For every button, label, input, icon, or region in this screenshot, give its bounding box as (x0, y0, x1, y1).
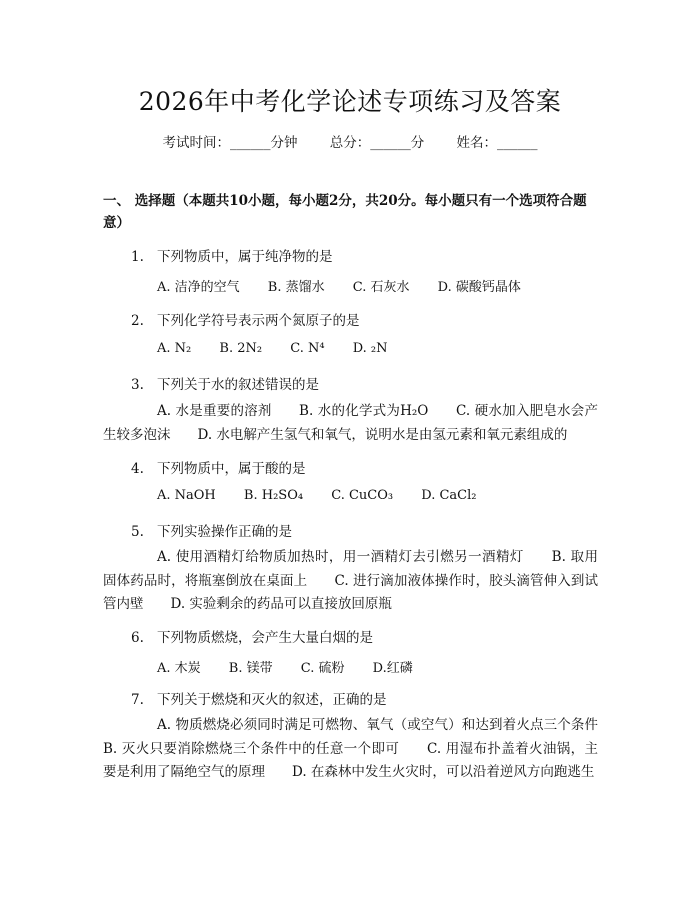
option-b: B. 镁带 (228, 661, 273, 676)
question-3-options: A. 水是重要的溶剂 B. 水的化学式为H₂O C. 硬水加入肥皂水会产生较多泡沫 D. 水电解产生氢气和氧气，说明水是由氢元素和氧元素组成的 (103, 403, 598, 443)
option-a: A. N₂ (157, 341, 192, 356)
question-text: 下列物质燃烧，会产生大量白烟的是 (157, 630, 373, 646)
option-c: C. 硫粉 (300, 661, 345, 676)
question-5 (131, 520, 292, 540)
question-number: 1. (131, 249, 144, 265)
option-c: C. N⁴ (290, 341, 325, 356)
option-a: A. 洁净的空气 (157, 280, 240, 295)
exam-time: 考试时间：______分钟 (162, 135, 298, 151)
question-4-options (157, 488, 501, 503)
question-1-options (157, 276, 545, 295)
question-number: 4. (131, 461, 144, 477)
question-1 (131, 245, 333, 265)
student-name: 姓名：______ (456, 135, 538, 151)
question-number: 6. (131, 630, 144, 646)
question-6-options (157, 657, 437, 676)
page-title: 2026年中考化学论述专项练习及答案 (138, 87, 562, 116)
option-d: D.红磷 (372, 661, 413, 676)
option-d: D. ₂N (352, 341, 388, 356)
question-number: 2. (131, 313, 144, 329)
question-7 (131, 688, 387, 708)
question-number: 5. (131, 524, 144, 540)
question-2-options (157, 341, 412, 356)
option-c: C. 石灰水 (352, 280, 410, 295)
question-text: 下列实验操作正确的是 (157, 524, 292, 540)
option-d: D. CaCl₂ (421, 488, 477, 503)
question-7-options: A. 物质燃烧必须同时满足可燃物、氧气（或空气）和达到着火点三个条件 B. 灭火只要消除燃烧三个条件中的任意一个即可 C. 用湿布扑盖着火油锅，主要是利用了隔绝空气的原理 D. 在森林中发生火灾时，可以沿着逆风方向跑逃生 (103, 717, 625, 780)
question-text: 下列关于水的叙述错误的是 (157, 377, 319, 393)
question-2 (131, 309, 360, 329)
option-a: A. 木炭 (157, 661, 201, 676)
question-5-options: A. 使用酒精灯给物质加热时，用一酒精灯去引燃另一酒精灯 B. 取用固体药品时，将瓶塞倒放在桌面上 C. 进行滴加液体操作时，胶头滴管伸入到试管内壁 D. 实验剩余的药品可以直接放回原瓶 (103, 549, 598, 612)
exam-score: 总分：______分 (329, 135, 425, 151)
question-text: 下列物质中，属于酸的是 (157, 461, 306, 477)
question-number: 3. (131, 377, 144, 393)
option-d: D. 碳酸钙晶体 (437, 280, 521, 295)
question-text: 下列物质中，属于纯净物的是 (157, 249, 333, 265)
option-c: C. CuCO₃ (331, 488, 394, 503)
question-number: 7. (131, 692, 144, 708)
question-text: 下列关于燃烧和灭火的叙述，正确的是 (157, 692, 387, 708)
option-a: A. NaOH (157, 488, 216, 503)
question-4 (131, 457, 306, 477)
option-b: B. H₂SO₄ (243, 488, 304, 503)
option-b: B. 2N₂ (219, 341, 263, 356)
exam-info (0, 131, 700, 151)
option-b: B. 蒸馏水 (267, 280, 325, 295)
question-3 (131, 373, 319, 393)
section-heading: 一、 选择题（本题共10小题，每小题2分，共20分。每小题只有一个选项符合题意） (103, 193, 587, 231)
question-6 (131, 626, 373, 646)
question-text: 下列化学符号表示两个氮原子的是 (157, 313, 360, 329)
